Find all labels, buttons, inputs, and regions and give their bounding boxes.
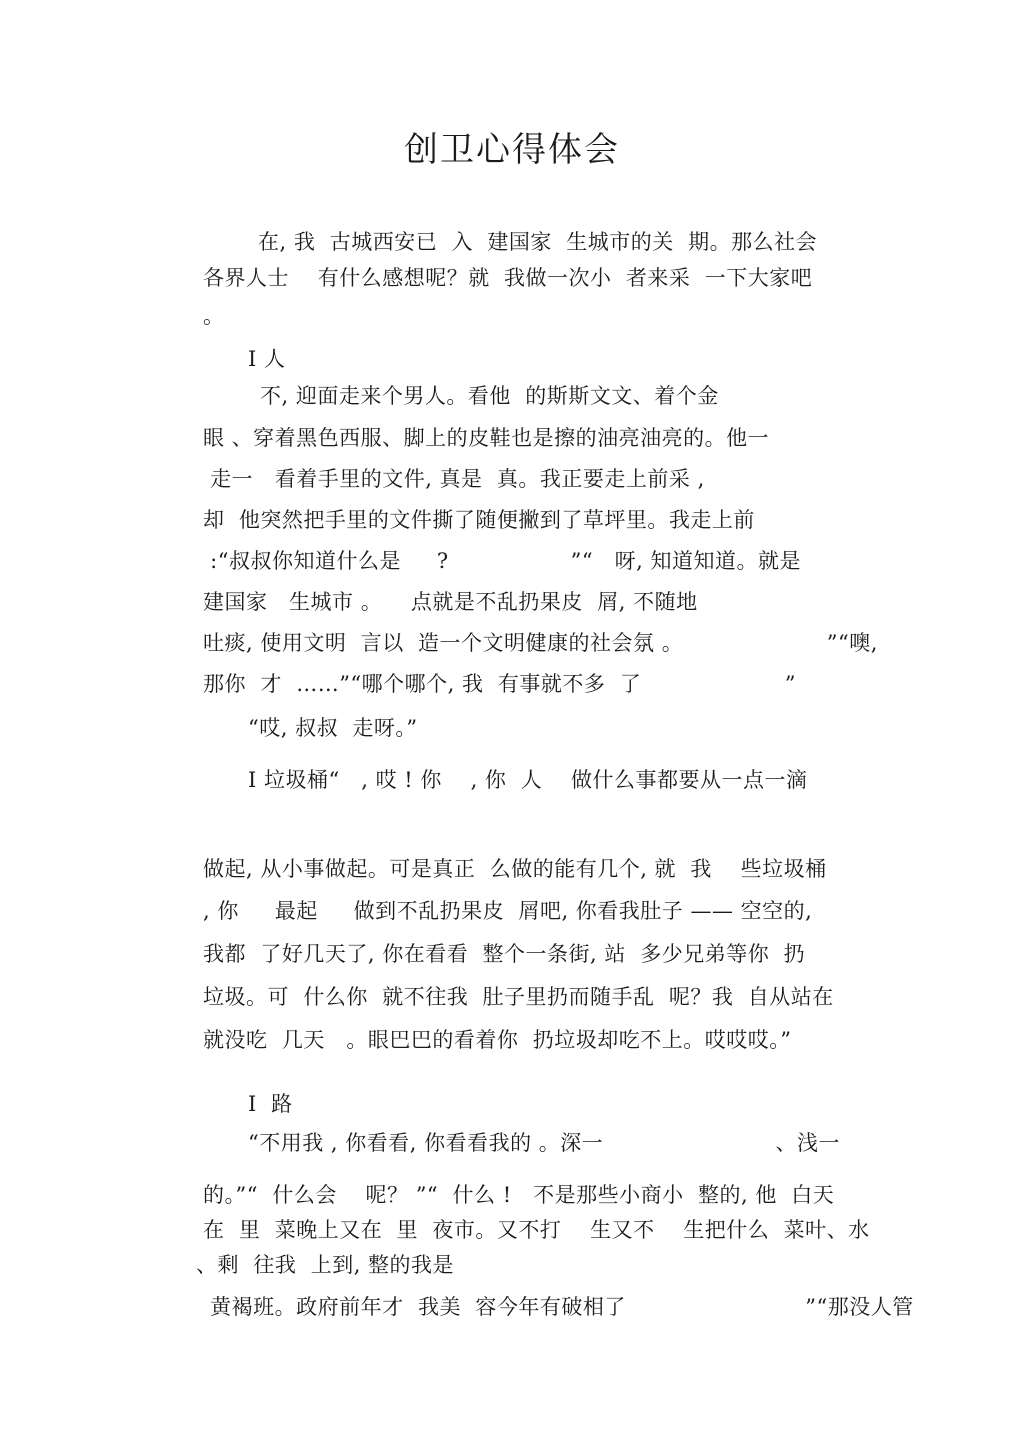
paragraph-line: , 你 最起 做到不乱扔果皮 屑吧, 你看我肚子 —— 空空的,: [203, 899, 813, 923]
paragraph-line: 走一 看着手里的文件, 真是 真。我正要走上前采 ,: [203, 467, 705, 491]
paragraph-line: 在 里 菜晚上又在 里 夜市。又不打 生又不 生把什么 菜叶、水: [203, 1218, 870, 1242]
paragraph-line: 吐痰, 使用文明 言以 造一个文明健康的社会氛 。 ”“噢,: [203, 631, 878, 655]
paragraph-line: 在, 我 古城西安已 入 建国家 生城市的关 期。那么社会: [258, 230, 818, 254]
paragraph-line: 建国家 生城市 。 点就是不乱扔果皮 屑, 不随地: [203, 590, 698, 614]
paragraph-line: 垃圾。可 什么你 就不往我 肚子里扔而随手乱 呢？我 自从站在: [203, 985, 834, 1009]
paragraph-line: 做起, 从小事做起。可是真正 么做的能有几个, 就 我 些垃圾桶: [203, 857, 827, 881]
section-heading: I 人: [248, 347, 286, 371]
paragraph-line: “不用我 , 你看看, 你看看我的 。深一 、浅一: [248, 1131, 840, 1155]
page-title: 创卫心得体会: [404, 130, 620, 170]
paragraph-line: 那你 才 ……”“哪个哪个, 我 有事就不多 了 ”: [203, 672, 796, 696]
paragraph-line: 。: [203, 304, 225, 328]
paragraph-line: :“叔叔你知道什么是 ? ”“ 呀, 知道知道。就是: [203, 549, 801, 573]
section-heading: I 路: [248, 1092, 293, 1116]
paragraph-line: 的。”“ 什么会 呢？ ”“ 什么 ! 不是那些小商小 整的, 他 白天: [203, 1183, 835, 1207]
paragraph-line: 却 他突然把手里的文件撕了随便撇到了草坪里。我走上前: [203, 508, 755, 532]
paragraph-line: 黄褐班。政府前年才 我美 容今年有破相了 ”“那没人管: [203, 1295, 914, 1319]
paragraph-line: 我都 了好几天了, 你在看看 整个一条街, 站 多少兄弟等你 扔: [203, 942, 806, 966]
paragraph-line: 各界人士 有什么感想呢？就 我做一次小 者来采 一下大家吧: [203, 266, 813, 290]
section-heading: I 垃圾桶“ , 哎 ! 你 , 你 人 做什么事都要从一点一滴: [248, 768, 808, 792]
paragraph-line: 、剩 往我 上到, 整的我是: [196, 1253, 455, 1277]
paragraph-line: 不, 迎面走来个男人。看他 的斯斯文文、着个金: [260, 384, 719, 408]
paragraph-line: 眼 、穿着黑色西服、脚上的皮鞋也是擦的油亮油亮的。他一: [203, 426, 770, 450]
paragraph-line: 就没吃 几天 。眼巴巴的看着你 扔垃圾却吃不上。哎哎哎。”: [203, 1028, 792, 1052]
paragraph-line: “哎, 叔叔 走呀。”: [248, 716, 418, 740]
